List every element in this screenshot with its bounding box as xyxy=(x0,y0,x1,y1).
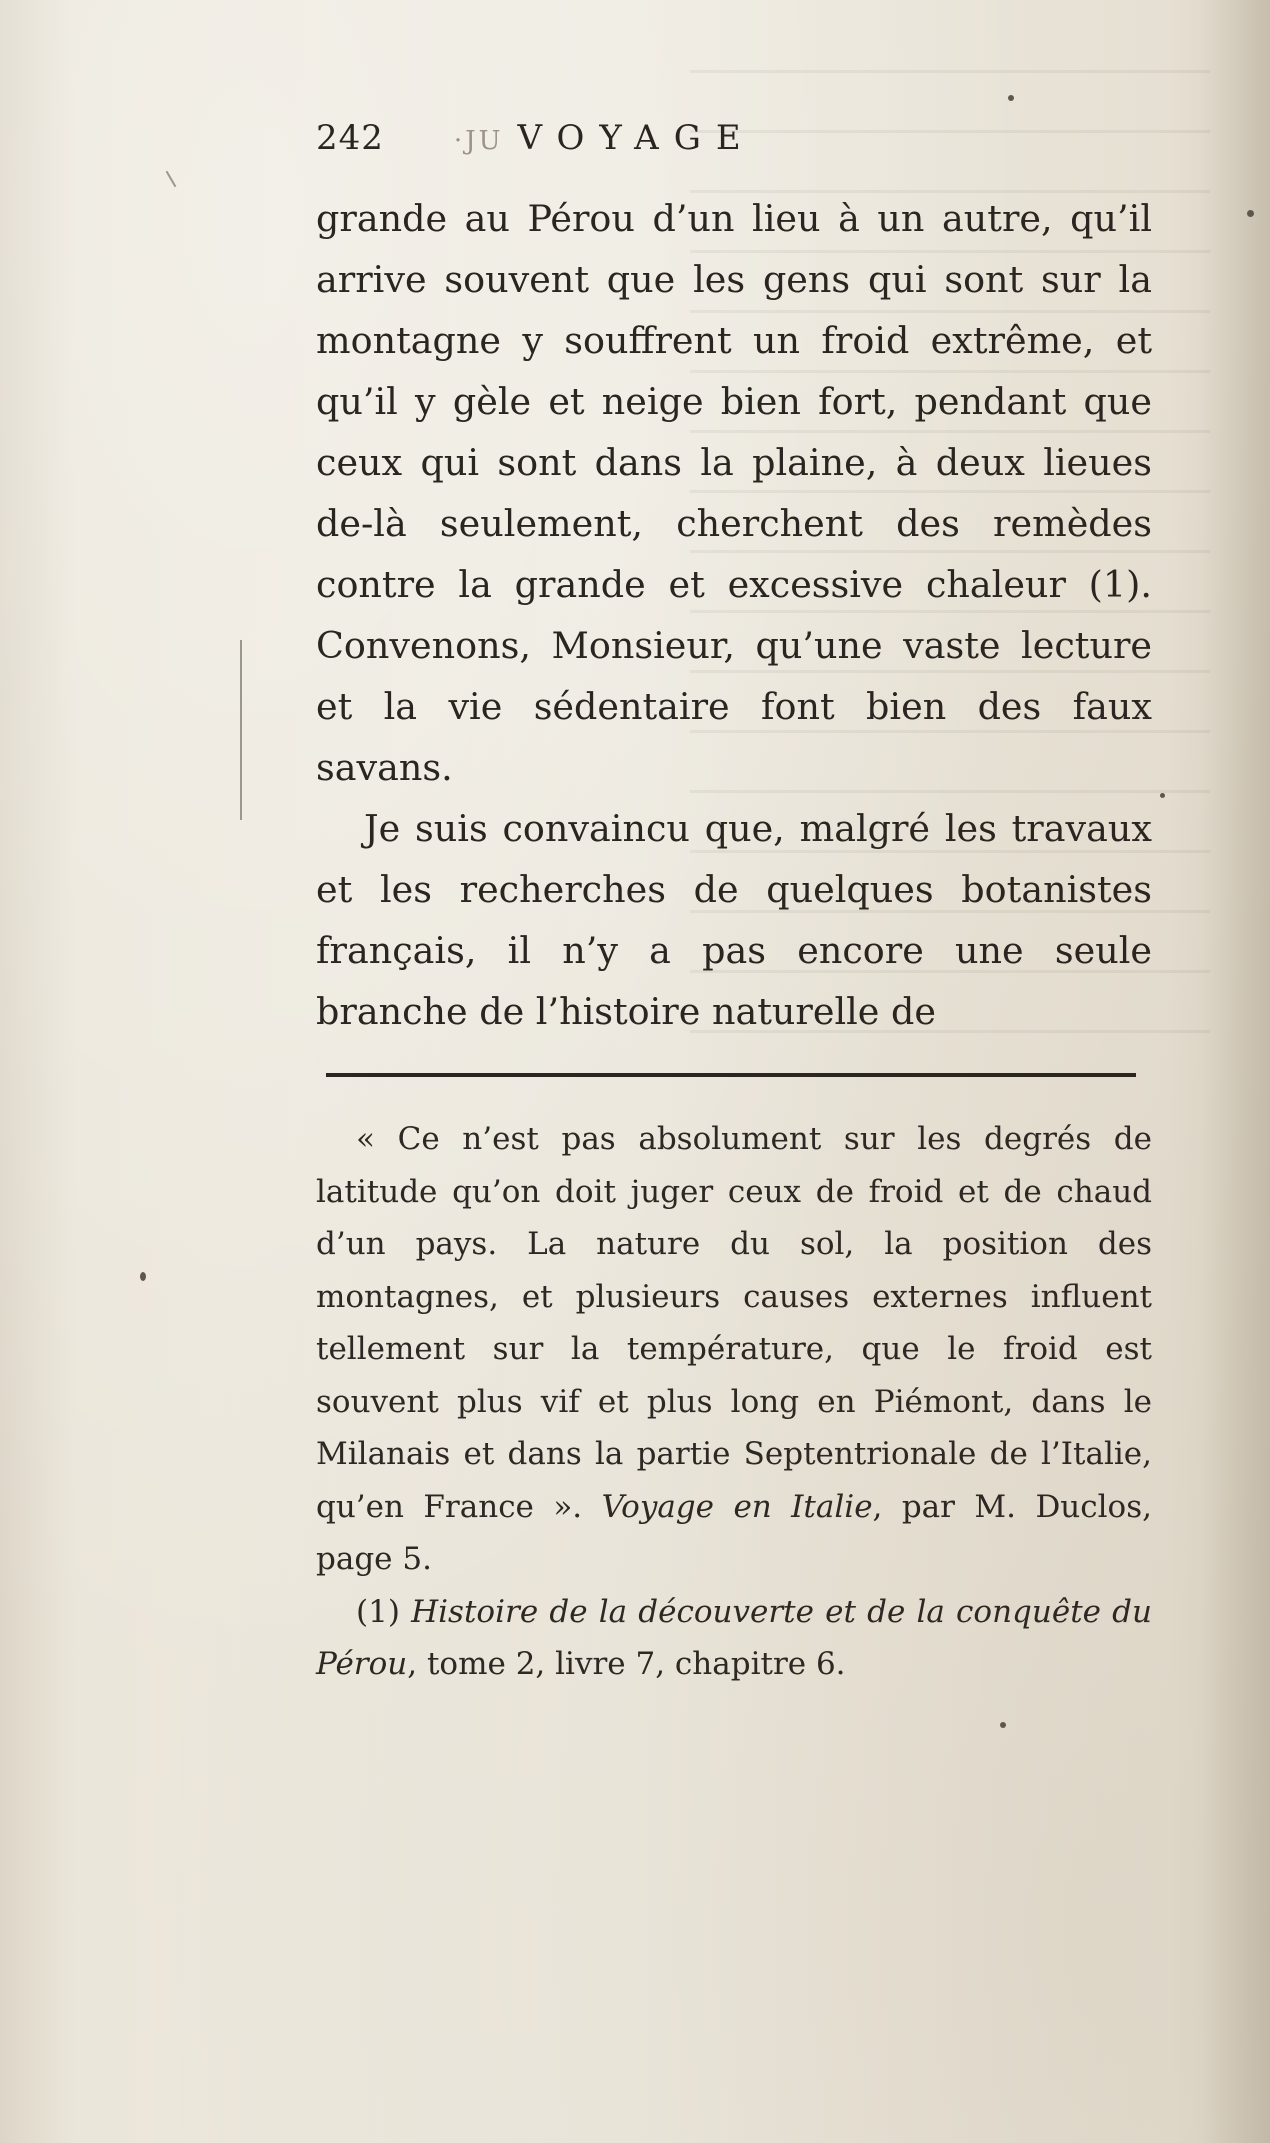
footnote-rule xyxy=(326,1073,1136,1077)
running-header xyxy=(316,118,1156,178)
footnote-quote-source-rest: , par M. Duclos, page 5. xyxy=(316,1488,1152,1577)
footnote-quote-source-title: Voyage en Italie xyxy=(601,1488,873,1525)
footnote-quote xyxy=(316,1113,1152,1586)
pencil-margin-mark xyxy=(166,171,177,188)
pencil-margin-mark xyxy=(240,640,242,820)
footnote-quote-text: « Ce n’est pas absolument sur les degrés de latitude qu’on doit juger ceux de froid et de chaud d’un pays. La nature du sol, la position des montagnes, et plusieurs causes externes influent tellement sur la température, que le froid est souvent plus vif et plus long en Piémont, dans le Milanais et dans la partie Septentrionale de l’Italie, qu’en France ». xyxy=(316,1121,1152,1525)
page-number: 242 xyxy=(316,118,384,158)
page-edge-shadow xyxy=(1200,0,1270,2143)
footnotes xyxy=(316,1113,1152,1691)
footnote-ref-rest: , tome 2, livre 7, chapitre 6. xyxy=(407,1646,846,1682)
ink-speck xyxy=(1008,95,1014,101)
body-text xyxy=(316,188,1152,1042)
footnote-reference xyxy=(316,1586,1152,1691)
running-title: VOYAGE xyxy=(517,118,756,158)
footnote-marker: (1) xyxy=(356,1593,400,1630)
ink-speck xyxy=(1247,210,1254,217)
faint-offset-mark: ·JU xyxy=(453,126,504,156)
ink-speck xyxy=(1160,793,1165,798)
ink-speck xyxy=(140,1272,146,1281)
paragraph: grande au Pérou d’un lieu à un autre, qu’il arrive souvent que les gens qui sont sur la montagne y souffrent un froid extrême, et qu’il y gèle et neige bien fort, pendant que ceux qui sont dans la plaine, à deux lieues de-là seulement, cherchent des remèdes contre la grande et excessive chaleur (1). Convenons, Monsieur, qu’une vaste lecture et la vie sédentaire font bien des faux savans. xyxy=(316,197,1152,789)
paragraph: Je suis convaincu que, malgré les travaux et les recherches de quelques botanistes français, il n’y a pas encore une seule branche de l’histoire naturelle de xyxy=(316,807,1152,1033)
ink-speck xyxy=(1000,1722,1006,1728)
footnote-ref-title: Histoire de la découverte et de la conquête du Pérou xyxy=(316,1593,1152,1682)
